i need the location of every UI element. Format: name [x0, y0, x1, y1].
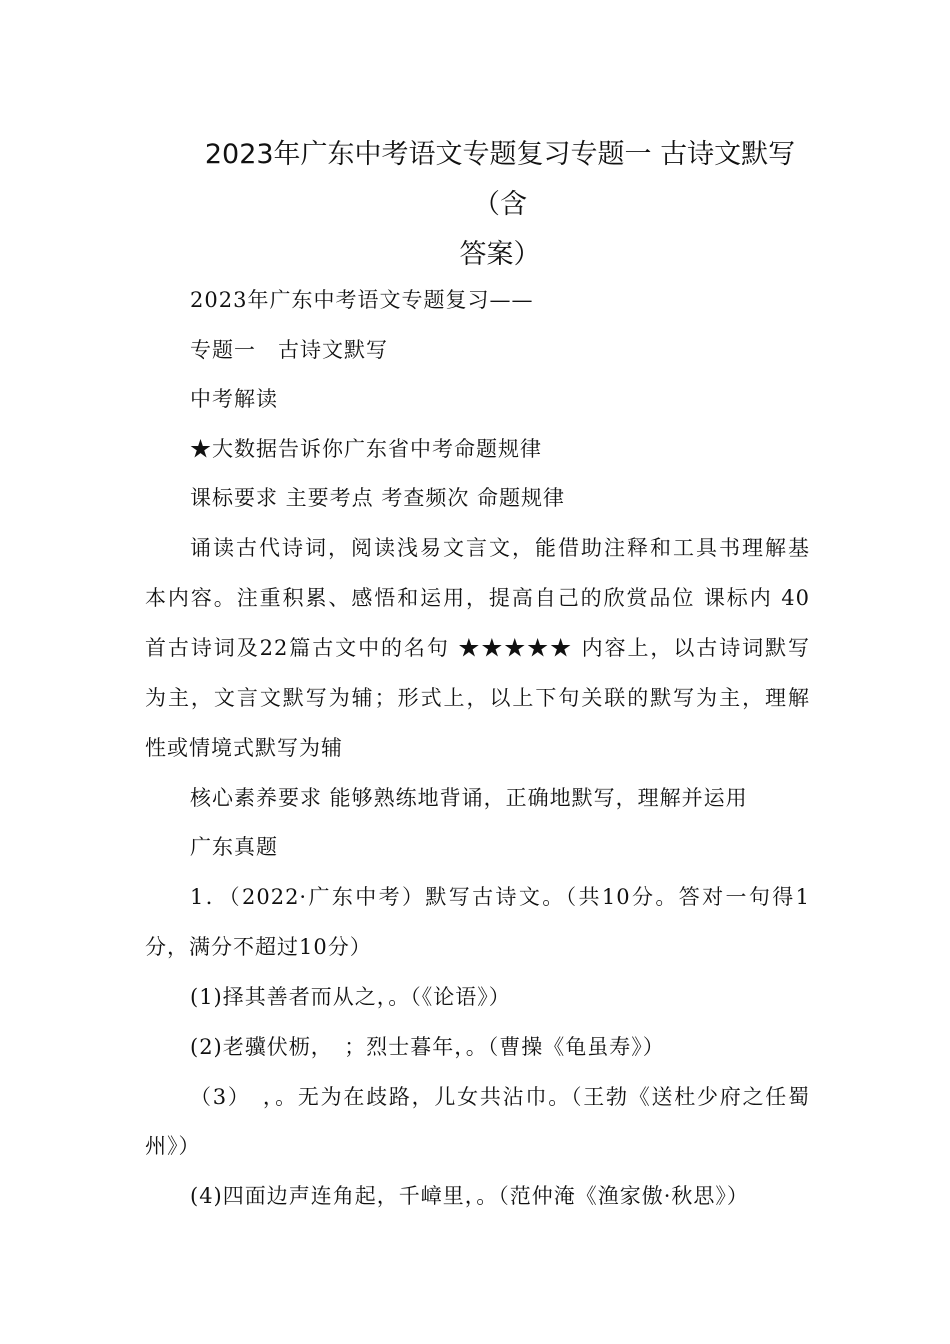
big-data-heading: ★大数据告诉你广东省中考命题规律 [190, 437, 542, 461]
topic-heading: 专题一 古诗文默写 [190, 338, 388, 362]
title-line-2: 答案） [459, 239, 541, 270]
paragraph-line: 诵读古代诗词，阅读浅易文言文，能借助注释和工具书理解基 [190, 536, 810, 560]
question-1-line: 1．（2022·广东中考）默写古诗文。（共10分。答对一句得1 [190, 885, 810, 909]
section-heading-exam-analysis: 中考解读 [190, 387, 278, 411]
paragraph-line: 首古诗词及22篇古文中的名句 ★★★★★ 内容上，以古诗词默写 [145, 636, 810, 660]
question-1-line: 分，满分不超过10分） [145, 935, 372, 959]
paragraph-line: 本内容。注重积累、感悟和运用，提高自己的欣赏品位 课标内 40 [145, 586, 810, 610]
paragraph-line: 性或情境式默写为辅 [145, 736, 343, 760]
question-item-2: (2)老骥伏枥， ；烈士暮年，。（曹操《龟虽寿》） [190, 1035, 665, 1059]
core-literacy-line: 核心素养要求 能够熟练地背诵，正确地默写，理解并运用 [190, 786, 748, 810]
question-item-4: (4)四面边声连角起，千嶂里，。（范仲淹《渔家傲·秋思》） [190, 1184, 749, 1208]
paragraph-line: 为主，文言文默写为辅；形式上，以上下句关联的默写为主，理解 [145, 686, 810, 710]
question-item-3: （3） ，。无为在歧路，儿女共沾巾。（王勃《送杜少府之任蜀 [190, 1085, 810, 1109]
subtitle-line: 2023年广东中考语文专题复习—— [190, 288, 534, 312]
table-header-line: 课标要求 主要考点 考查频次 命题规律 [190, 486, 566, 510]
question-item-3-continued: 州》） [145, 1134, 201, 1158]
question-item-1: (1)择其善者而从之，。（《论语》） [190, 985, 511, 1009]
section-heading-guangdong-questions: 广东真题 [190, 835, 278, 859]
title-line-1: 2023年广东中考语文专题复习专题一 古诗文默写（含 [204, 139, 796, 220]
document-title [190, 130, 810, 280]
